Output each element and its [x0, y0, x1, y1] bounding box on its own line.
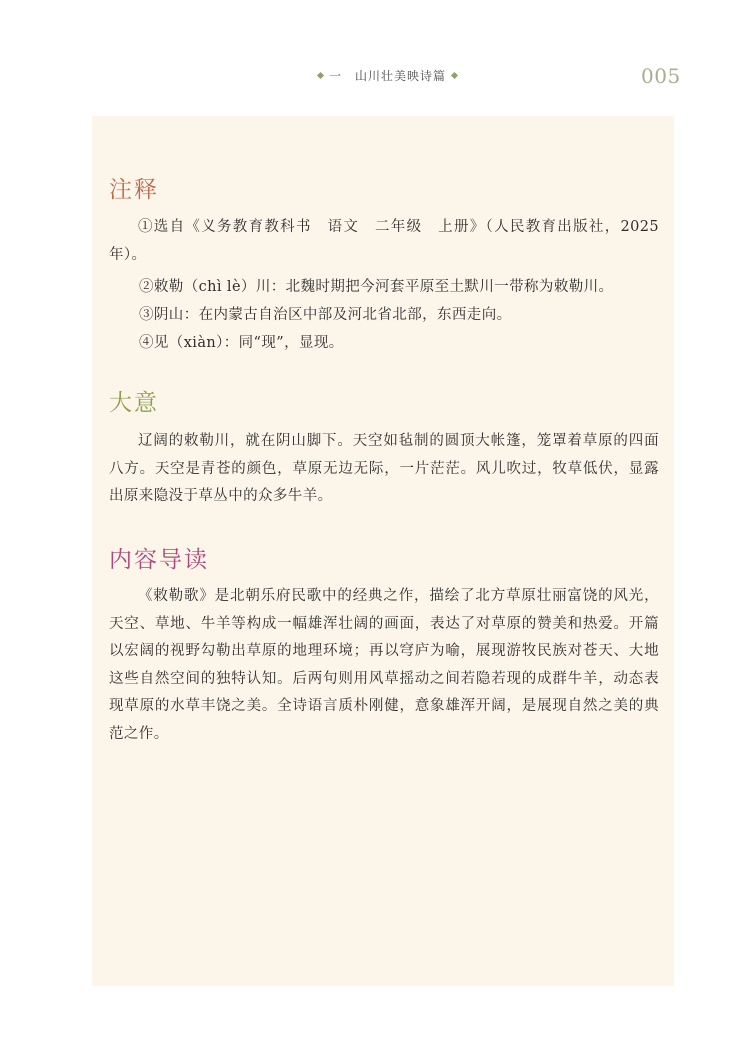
- note-2: ②敕勒（chì lè）川：北魏时期把今河套平原至土默川一带称为敕勒川。: [139, 279, 614, 295]
- notes-heading: 注释: [109, 177, 159, 203]
- meaning-heading: 大意: [109, 390, 159, 416]
- note-3: ③阴山：在内蒙古自治区中部及河北省北部，东西走向。: [139, 307, 512, 323]
- meaning-paragraph: 辽阔的敕勒川，就在阴山脚下。天空如毡制的圆顶大帐篷，笼罩着草原的四面八方。天空是青苍的颜色，草原无边无际，一片茫茫。风儿吹过，牧草低伏，显露出原来隐没于草丛中的众多牛羊。: [109, 433, 659, 504]
- note-4: ④见（xiàn）：同“现”，显现。: [139, 335, 344, 351]
- guide-paragraph: 《敕勒歌》是北朝乐府民歌中的经典之作，描绘了北方草原壮丽富饶的风光，天空、草地、牛羊等构成一幅雄浑壮阔的画面，表达了对草原的赞美和热爱。开篇以宏阔的视野勾勒出草原的地理环境；再以穹庐为喻，展现游牧民族对苍天、大地这些自然空间的独特认知。后两句则用风草摇动之间若隐若现的成群牛羊，动态表现草原的水草丰饶之美。全诗语言质朴刚健，意象雄浑开阔，是展现自然之美的典范之作。: [109, 588, 659, 742]
- guide-heading: 内容导读: [109, 547, 209, 573]
- note-1: ①选自《义务教育教科书 语文 二年级 上册》（人民教育出版社，2025年）。: [109, 219, 659, 263]
- running-header: [0, 64, 750, 88]
- page-number: 005: [641, 64, 681, 88]
- chapter-header: [318, 67, 457, 84]
- diamond-ornament-icon: [451, 72, 458, 79]
- diamond-ornament-icon: [317, 72, 324, 79]
- chapter-title: 一 山川壮美映诗篇: [329, 69, 447, 83]
